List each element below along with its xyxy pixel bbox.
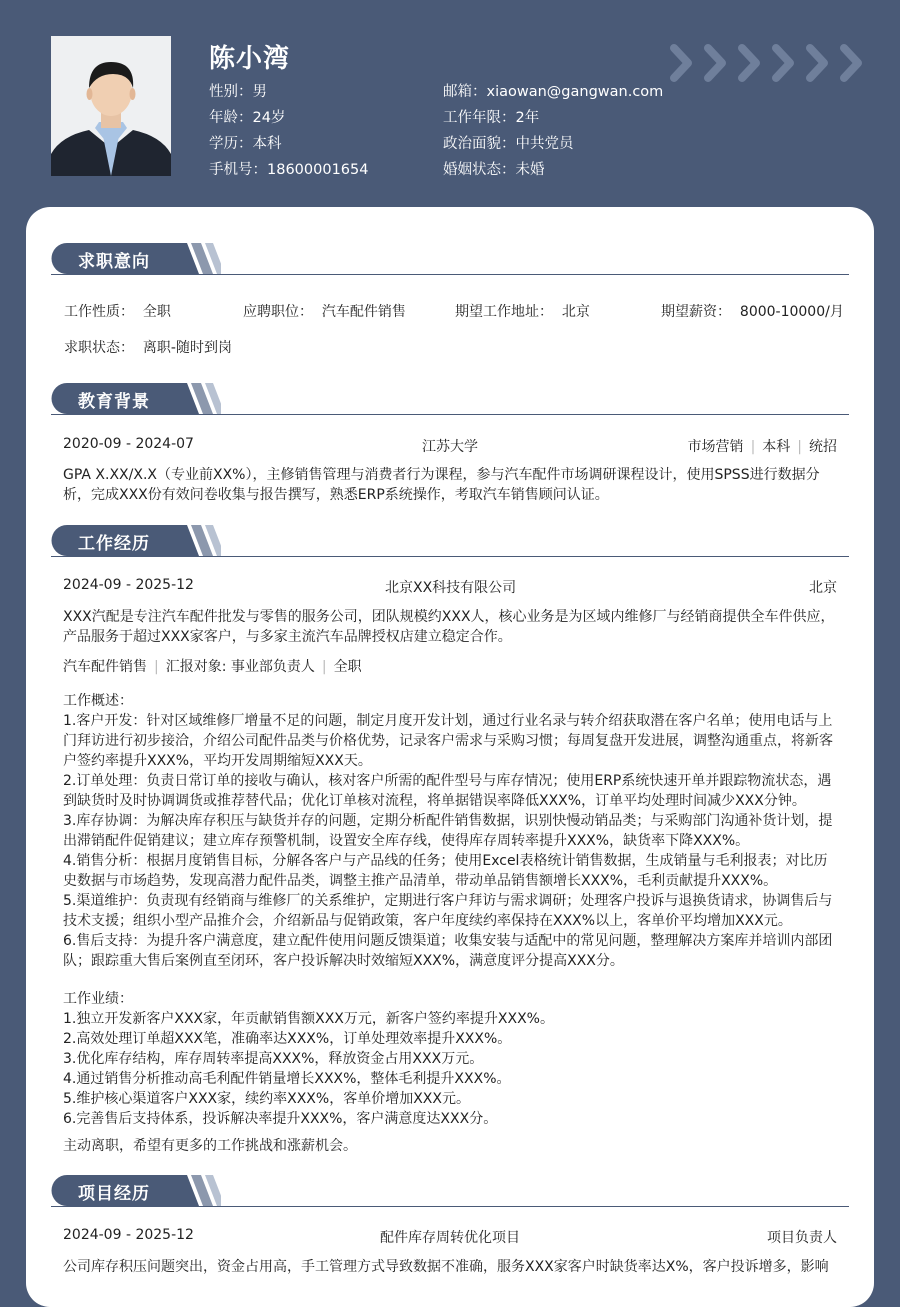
intent-job-type: 工作性质： 全职 (64, 304, 171, 320)
leave-reason: 主动离职，希望有更多的工作挑战和涨薪机会。 (63, 1138, 357, 1154)
work-years: 工作年限：2年 (443, 110, 540, 126)
work-period: 2024-09 - 2025-12 (63, 577, 194, 593)
basic-info-left (209, 79, 368, 183)
education-type: 统招 (809, 439, 837, 455)
work-city: 北京 (809, 580, 837, 596)
profile-photo (51, 36, 171, 176)
work-company: 北京XX科技有限公司 (385, 580, 517, 596)
company-description: XXX汽配是专注汽车配件批发与零售的服务公司，团队规模约XXX人，核心业务是为区域内维修厂与经销商提供全车件供应，产品服务于超过XXX家客户，与多家主流汽车品牌授权店建立稳定合作。 (63, 609, 835, 645)
section-title: 教育背景 (78, 392, 150, 412)
intent-status: 求职状态： 离职-随时到岗 (64, 340, 232, 356)
intent-position: 应聘职位： 汽车配件销售 (243, 304, 406, 320)
section-divider (51, 556, 849, 557)
section-title: 工作经历 (78, 534, 150, 554)
intent-location: 期望工作地址： 北京 (455, 304, 590, 320)
education-school: 江苏大学 (422, 439, 478, 455)
section-divider (51, 1206, 849, 1207)
basic-info-right (443, 79, 663, 183)
work-overview: 工作概述： 1.客户开发：针对区域维修厂增量不足的问题，制定月度开发计划，通过行业名录与转介绍获取潜在客户名单；使用电话与上门拜访进行初步接洽，介绍公司配件品类与价格优势，记录客户需求与采购习惯；每周复盘开发进展，调整沟通重点，将新客户签约率提升XXX%，平均开发周期缩短XXX天。 2.订单处理：负责日常订单的接收与确认，核对客户所需的配件型号与库存情况；使用ERP系统快速开单并跟踪物流状态，遇到缺货时及时协调调货或推荐替代品；优化订单核对流程，将单据错误率降低XXX%，订单平均处理时间减少XXX分钟。 3.库存协调：为解决库存积压与缺货并存的问题，定期分析配件销售数据，识别快慢动销品类；与采购部门沟通补货计划，提出滞销配件促销建议；建立库存预警机制，设置安全库存线，使得库存周转率提升XXX%，缺货率下降XXX%。 4.销售分析：根据月度销售目标，分解各客户与产品线的任务；使用Excel表格统计销售数据，生成销量与毛利报表；对比历史数据与市场趋势，发现高潜力配件品类，调整主推产品清单，带动单品销售额增长XXX%，毛利贡献提升XXX%。 5.渠道维护：负责现有经销商与维修厂的关系维护，定期进行客户拜访与需求调研；处理客户投诉与退换货请求，协调售后与技术支援；组织小型产品推介会，介绍新品与促销政策，客户年度续约率保持在XXX%以上，客单价平均增加XXX元。 6.售后支持：为提升客户满意度，建立配件使用问题反馈渠道；收集安装与适配中的常见问题，整理解决方案库并培训内部团队；跟踪重大售后案例直至闭环，客户投诉解决时效缩短XXX%，满意度评分提高XXX分。 (63, 693, 833, 969)
section-header-project (51, 1175, 849, 1207)
gender: 性别：男 (209, 84, 267, 100)
political-status: 政治面貌：中共党员 (443, 136, 574, 152)
person-avatar-icon (51, 36, 171, 176)
section-divider (51, 274, 849, 275)
work-report-to: 汇报对象: 事业部负责人 (165, 659, 315, 675)
project-name: 配件库存周转优化项目 (380, 1230, 520, 1246)
resume-header (0, 0, 900, 230)
work-tags: 汽车配件销售 | 汇报对象: 事业部负责人 | 全职 (63, 659, 362, 675)
education-level: 学历：本科 (209, 136, 282, 152)
education-period: 2020-09 - 2024-07 (63, 436, 194, 452)
chevron-right-icon (668, 44, 873, 82)
project-period: 2024-09 - 2025-12 (63, 1227, 194, 1243)
email: 邮箱：xiaowan@gangwan.com (443, 84, 664, 100)
marital-status: 婚姻状态：未婚 (443, 162, 545, 178)
education-description: GPA X.XX/X.X（专业前XX%），主修销售管理与消费者行为课程，参与汽车配件市场调研课程设计，使用SPSS进行数据分析，完成XXX份有效问卷收集与报告撰写，熟悉ERP系统操作，考取汽车销售顾问认证。 (63, 467, 820, 503)
education-degree: 本科 (762, 439, 791, 455)
education-meta: 市场营销 | 本科 | 统招 (687, 439, 837, 455)
project-description: 公司库存积压问题突出，资金占用高，手工管理方式导致数据不准确，服务XXX家客户时缺货率达X%，客户投诉增多，影响 (63, 1259, 829, 1275)
section-title: 项目经历 (78, 1184, 150, 1204)
phone: 手机号：18600001654 (209, 162, 369, 178)
project-role: 项目负责人 (767, 1230, 837, 1246)
section-divider (51, 414, 849, 415)
education-major: 市场营销 (687, 439, 744, 455)
section-header-work (51, 525, 849, 557)
work-kind: 全职 (333, 659, 362, 675)
age: 年龄：24岁 (209, 110, 286, 126)
work-role: 汽车配件销售 (63, 659, 147, 675)
work-results: 工作业绩： 1.独立开发新客户XXX家，年贡献销售额XXX万元，新客户签约率提升XXX%。 2.高效处理订单超XXX笔，准确率达XXX%，订单处理效率提升XXX%。 3.优化库存结构，库存周转率提高XXX%，释放资金占用XXX万元。 4.通过销售分析推动高毛利配件销量增长XXX%，整体毛利提升XXX%。 5.维护核心渠道客户XXX家，续约率XXX%，客单价增加XXX元。 6.完善售后支持体系，投诉解决率提升XXX%，客户满意度达XXX分。 (63, 991, 554, 1127)
resume-body (26, 207, 874, 1307)
candidate-name: 陈小湾 (209, 44, 291, 74)
section-header-education (51, 383, 849, 415)
intent-salary: 期望薪资： 8000-10000/月 (661, 304, 844, 320)
section-header-intent (51, 243, 849, 275)
section-title: 求职意向 (78, 252, 150, 272)
